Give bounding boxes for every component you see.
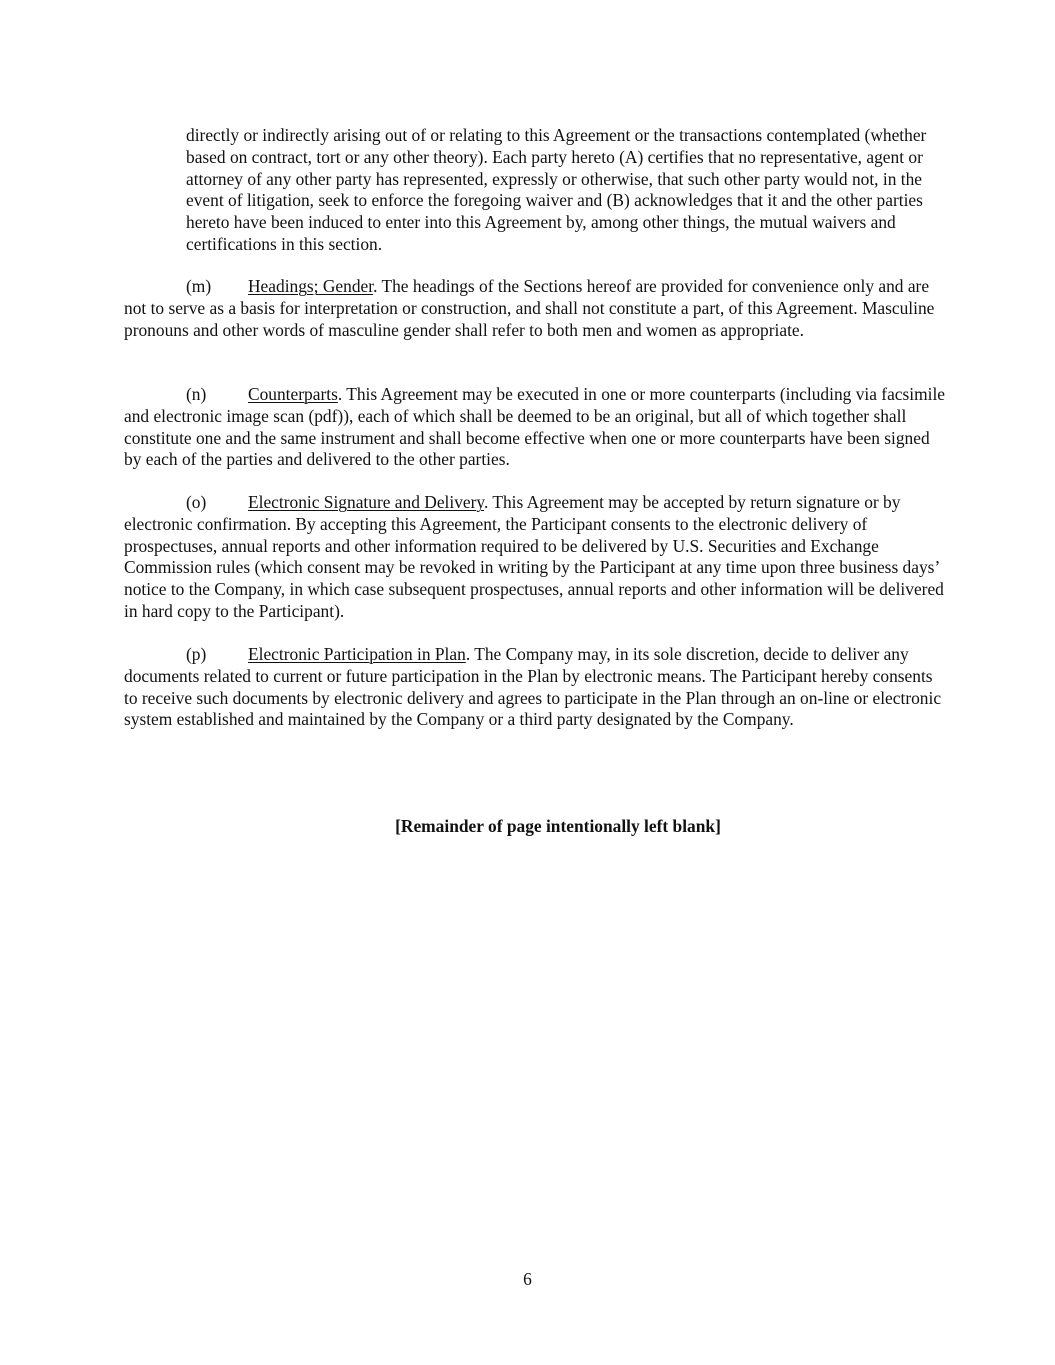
section-p-body: . The Company may, in its sole discretion, decide to deliver any documents related to current or future participation in the Plan by electronic means. The Participant hereby consents to receive such documents by electronic delivery and agrees to participate in the Plan through an on-line or electronic system established and maintained by the Company or a third party designated by the Company. (124, 644, 942, 730)
section-p-paragraph (124, 644, 946, 731)
remainder-blank-note: [Remainder of page intentionally left blank] (395, 816, 721, 836)
section-p-label: (p) (186, 644, 207, 664)
section-o-body: . This Agreement may be accepted by return signature or by electronic confirmation. By accepting this Agreement, the Participant consents to the electronic delivery of prospectuses, annual reports and other information required to be delivered by U.S. Securities and Exchange Commission rules (which consent may be revoked in writing by the Participant at any time upon three business days’ notice to the Company, in which case subsequent prospectuses, annual reports and other information will be delivered in hard copy to the Participant). (124, 492, 944, 621)
section-m-paragraph (124, 276, 946, 341)
section-o-label: (o) (186, 492, 207, 512)
section-o-paragraph (124, 492, 946, 623)
page-number: 6 (523, 1269, 532, 1289)
section-n-paragraph (124, 384, 946, 471)
section-m-body: . The headings of the Sections hereof are provided for convenience only and are not to serve as a basis for interpretation or construction, and shall not constitute a part, of this Agreement. Masculine pronouns and other words of masculine gender shall refer to both men and women as appropriate. (124, 276, 935, 340)
section-m-label: (m) (186, 276, 212, 296)
section-o-heading: Electronic Signature and Delivery (248, 492, 484, 512)
continuation-paragraph: directly or indirectly arising out of or relating to this Agreement or the transactions contemplated (whether based on contract, tort or any other theory). Each party hereto (A) certifies that no representative, agent or attorney of any other party has represented, expressly or otherwise, that such other party would not, in the event of litigation, seek to enforce the foregoing waiver and (B) acknowledges that it and the other parties hereto have been induced to enter into this Agreement by, among other things, the mutual waivers and certifications in this section. (186, 125, 927, 254)
section-p-heading: Electronic Participation in Plan (248, 644, 466, 664)
section-n-heading: Counterparts (248, 384, 338, 404)
section-n-body: . This Agreement may be executed in one or more counterparts (including via facsimile and electronic image scan (pdf)), each of which shall be deemed to be an original, but all of which together shall constitute one and the same instrument and shall become effective when one or more counterparts have been signed by each of the parties and delivered to the other parties. (124, 384, 946, 470)
section-m-heading: Headings; Gender (248, 276, 374, 296)
section-n-label: (n) (186, 384, 207, 404)
